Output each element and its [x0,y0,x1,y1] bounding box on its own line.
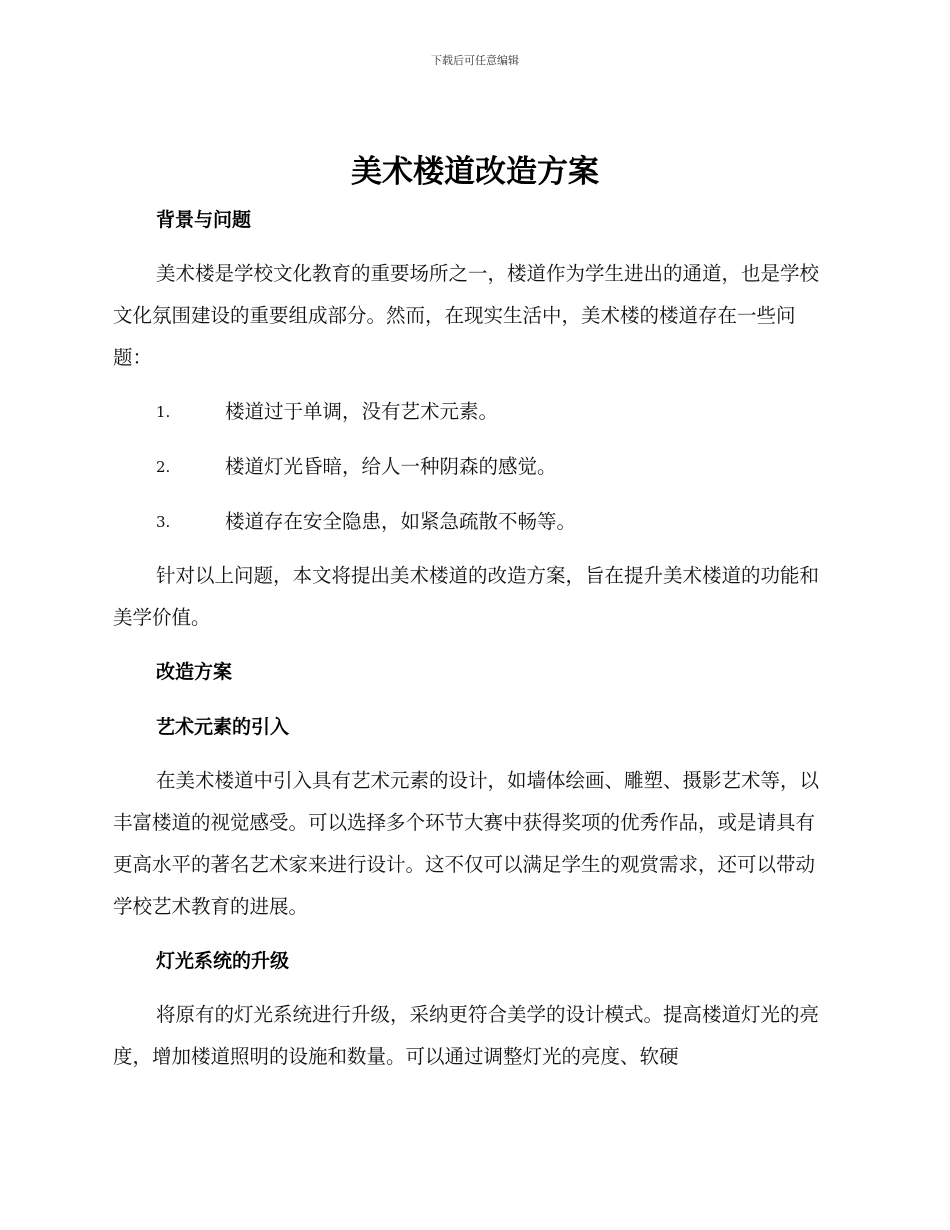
section-heading-lighting-upgrade: 灯光系统的升级 [156,950,290,972]
list-item-text: 楼道过于单调，没有艺术元素。 [225,400,499,423]
section-heading-background: 背景与问题 [156,209,252,231]
list-item-number: 1. [156,403,171,421]
list-item-text: 楼道存在安全隐患，如紧急疏散不畅等。 [225,510,577,533]
list-item-number: 2. [156,458,171,476]
page-header-note: 下载后可任意编辑 [431,54,519,67]
document-body [113,198,830,1089]
list-item-number: 3. [156,513,171,531]
background-paragraph: 美术楼是学校文化教育的重要场所之一，楼道作为学生进出的通道，也是学校文化氛围建设的重要组成部分。然而，在现实生活中，美术楼的楼道存在一些问题： [113,262,820,369]
section-heading-art-elements: 艺术元素的引入 [156,716,290,738]
list-item-text: 楼道灯光昏暗，给人一种阴森的感觉。 [225,455,557,478]
document-title: 美术楼道改造方案 [351,154,599,190]
section-heading-renovation-plan: 改造方案 [156,661,233,683]
lighting-upgrade-paragraph: 将原有的灯光系统进行升级，采纳更符合美学的设计模式。提高楼道灯光的亮度，增加楼道照明的设施和数量。可以通过调整灯光的亮度、软硬 [113,1003,820,1068]
list-item [113,500,830,544]
art-elements-paragraph: 在美术楼道中引入具有艺术元素的设计，如墙体绘画、雕塑、摄影艺术等，以丰富楼道的视觉感受。可以选择多个环节大赛中获得奖项的优秀作品，或是请具有更高水平的著名艺术家来进行设计。这不仅可以满足学生的观赏需求，还可以带动学校艺术教育的进展。 [113,769,820,918]
list-item [113,445,830,489]
list-item [113,390,830,434]
background-closing-paragraph: 针对以上问题，本文将提出美术楼道的改造方案，旨在提升美术楼道的功能和美学价值。 [113,564,820,629]
